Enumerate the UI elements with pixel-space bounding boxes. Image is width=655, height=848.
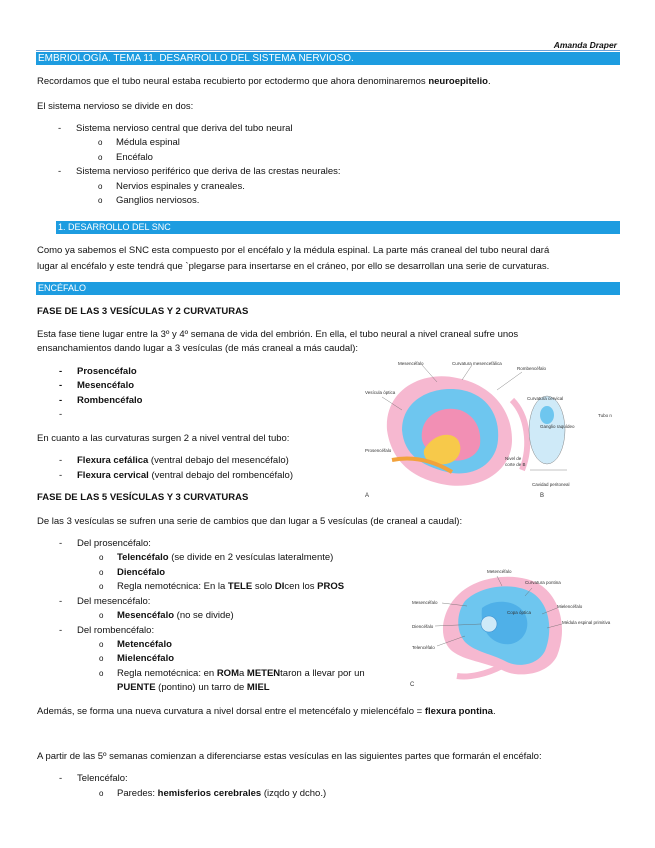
- list-subitem: o Médula espinal: [98, 137, 180, 148]
- fase3-heading: FASE DE LAS 3 VESÍCULAS Y 2 CURVATURAS: [37, 306, 249, 317]
- list-item: - Sistema nervioso central que deriva del tubo neural: [58, 123, 293, 134]
- fig1-label: Ganglio raquídeo: [540, 424, 575, 429]
- author-name: Amanda Draper: [553, 40, 617, 50]
- list-item: - Del prosencéfalo:: [59, 538, 151, 549]
- list-subitem: o Nervios espinales y craneales.: [98, 181, 245, 192]
- fig2-label: Médula espinal primitiva: [562, 620, 611, 625]
- section-encefalo-title: ENCÉFALO: [38, 283, 87, 293]
- list-item: - Del rombencéfalo:: [59, 625, 155, 636]
- list-item: - Telencéfalo:: [59, 773, 128, 784]
- flexura-pontina-paragraph: Además, se forma una nueva curvatura a nivel dorsal entre el metencéfalo y mielencéfalo = flexura pontina.: [37, 706, 496, 717]
- fig1-label: Cavidad peritoneal: [532, 482, 570, 487]
- fig1-label: Nivel de: [505, 456, 522, 461]
- fig2-label: Telencéfalo: [412, 645, 435, 650]
- list-subitem: o Diencéfalo: [99, 567, 166, 578]
- section-snc-title: 1. DESARROLLO DEL SNC: [58, 222, 171, 232]
- section-encefalo-bar: [36, 282, 620, 295]
- list-subitem: o Paredes: hemisferios cerebrales (izqdo y dcho.): [99, 788, 327, 799]
- figure-three-vesicles: [362, 360, 617, 500]
- fig2-label: Copa óptica: [507, 610, 532, 615]
- list-item: - Del mesencéfalo:: [59, 596, 151, 607]
- document-title: EMBRIOLOGÍA. TEMA 11. DESARROLLO DEL SISTEMA NERVIOSO.: [38, 53, 354, 64]
- curvatura-item: - Flexura cervical (ventral debajo del rombencéfalo): [59, 470, 293, 481]
- section-snc-bar: [56, 221, 620, 234]
- fig1-label: Curvatura cervical: [527, 396, 564, 401]
- fig1-label: Prosencéfalo: [365, 448, 392, 453]
- fig2-label: Curvatura pontina: [525, 580, 561, 585]
- fig1-label: Tubo n: [598, 413, 612, 418]
- document-title-bar: [36, 52, 620, 65]
- snc-paragraph-line: lugar al encéfalo y este tendrá que `plegarse para insertarse en el cráneo, por ello se desarrollan una serie de curvaturas.: [37, 261, 550, 272]
- fig2-label: Mielencéfalo: [557, 604, 583, 609]
- intro-paragraph: Recordamos que el tubo neural estaba recubierto por ectodermo que ahora denominaremos neuroepitelio.: [37, 76, 491, 87]
- fase3-paragraph-line: Esta fase tiene lugar entre la 3º y 4º semana de vida del embrión. En ella, el tubo neural a nivel craneal sufre unos: [37, 329, 519, 340]
- divisions-intro: El sistema nervioso se divide en dos:: [37, 101, 194, 112]
- diferenciacion-intro: A partir de las 5º semanas comienzan a diferenciarse estas vesículas en las siguientes partes que formarán el encéfalo:: [37, 751, 542, 762]
- neuroepitelio-term: neuroepitelio: [428, 76, 488, 87]
- list-subitem: o Encéfalo: [98, 152, 153, 163]
- header-divider: [36, 50, 620, 51]
- fig1-label: Mesencéfalo: [398, 361, 424, 366]
- snc-paragraph-line: Como ya sabemos el SNC esta compuesto por el encéfalo y la médula espinal. La parte más craneal del tubo neural dará: [37, 245, 550, 256]
- curvaturas-intro: En cuanto a las curvaturas surgen 2 a nivel ventral del tubo:: [37, 433, 290, 444]
- list-subitem: o Mesencéfalo (no se divide): [99, 610, 234, 621]
- fase5-heading: FASE DE LAS 5 VESÍCULAS Y 3 CURVATURAS: [37, 492, 249, 503]
- fig1-label: A: [365, 493, 370, 499]
- vesicula-item: - Mesencéfalo: [59, 380, 135, 391]
- mnemonic-rule: o Regla nemotécnica: En la TELE solo DIcen los PROS: [99, 581, 345, 592]
- list-subitem: o Telencéfalo (se divide en 2 vesículas lateralmente): [99, 552, 334, 563]
- fig2-label: C: [410, 682, 415, 688]
- fig2-label: Mesencéfalo: [412, 600, 438, 605]
- fig1-label: B: [540, 493, 545, 499]
- fig2-label: Diencéfalo: [412, 624, 434, 629]
- fig1-label: Vesícula óptica: [365, 390, 396, 395]
- list-item: - Sistema nervioso periférico que deriva de las crestas neurales:: [58, 166, 341, 177]
- figure-five-vesicles: [407, 566, 617, 691]
- list-subitem: o Ganglios nerviosos.: [98, 195, 200, 206]
- fase3-paragraph-line: ensanchamientos dando lugar a 3 vesículas (de más craneal a más caudal):: [37, 343, 359, 354]
- vesicula-item: - Rombencéfalo: [59, 395, 143, 406]
- mnemonic-rule-continued: PUENTE (pontino) un tarro de MIEL: [117, 682, 270, 693]
- fig2-label: Metencéfalo: [487, 569, 512, 574]
- curvatura-item: - Flexura cefálica (ventral debajo del mesencéfalo): [59, 455, 289, 466]
- list-subitem: o Mielencéfalo: [99, 653, 175, 664]
- vesicula-item: - Prosencéfalo: [59, 366, 137, 377]
- list-subitem: o Metencéfalo: [99, 639, 172, 650]
- fig1-label: Curvatura mesencefálica: [452, 361, 502, 366]
- fase5-intro: De las 3 vesículas se sufren una serie de cambios que dan lugar a 5 vesículas (de craneal a caudal):: [37, 516, 463, 527]
- fig1-label: Rombencéfalo: [517, 366, 547, 371]
- fig1-label: corte de B: [505, 462, 526, 467]
- mnemonic-rule: o Regla nemotécnica: en ROMa METENtaron a llevar por un: [99, 668, 365, 679]
